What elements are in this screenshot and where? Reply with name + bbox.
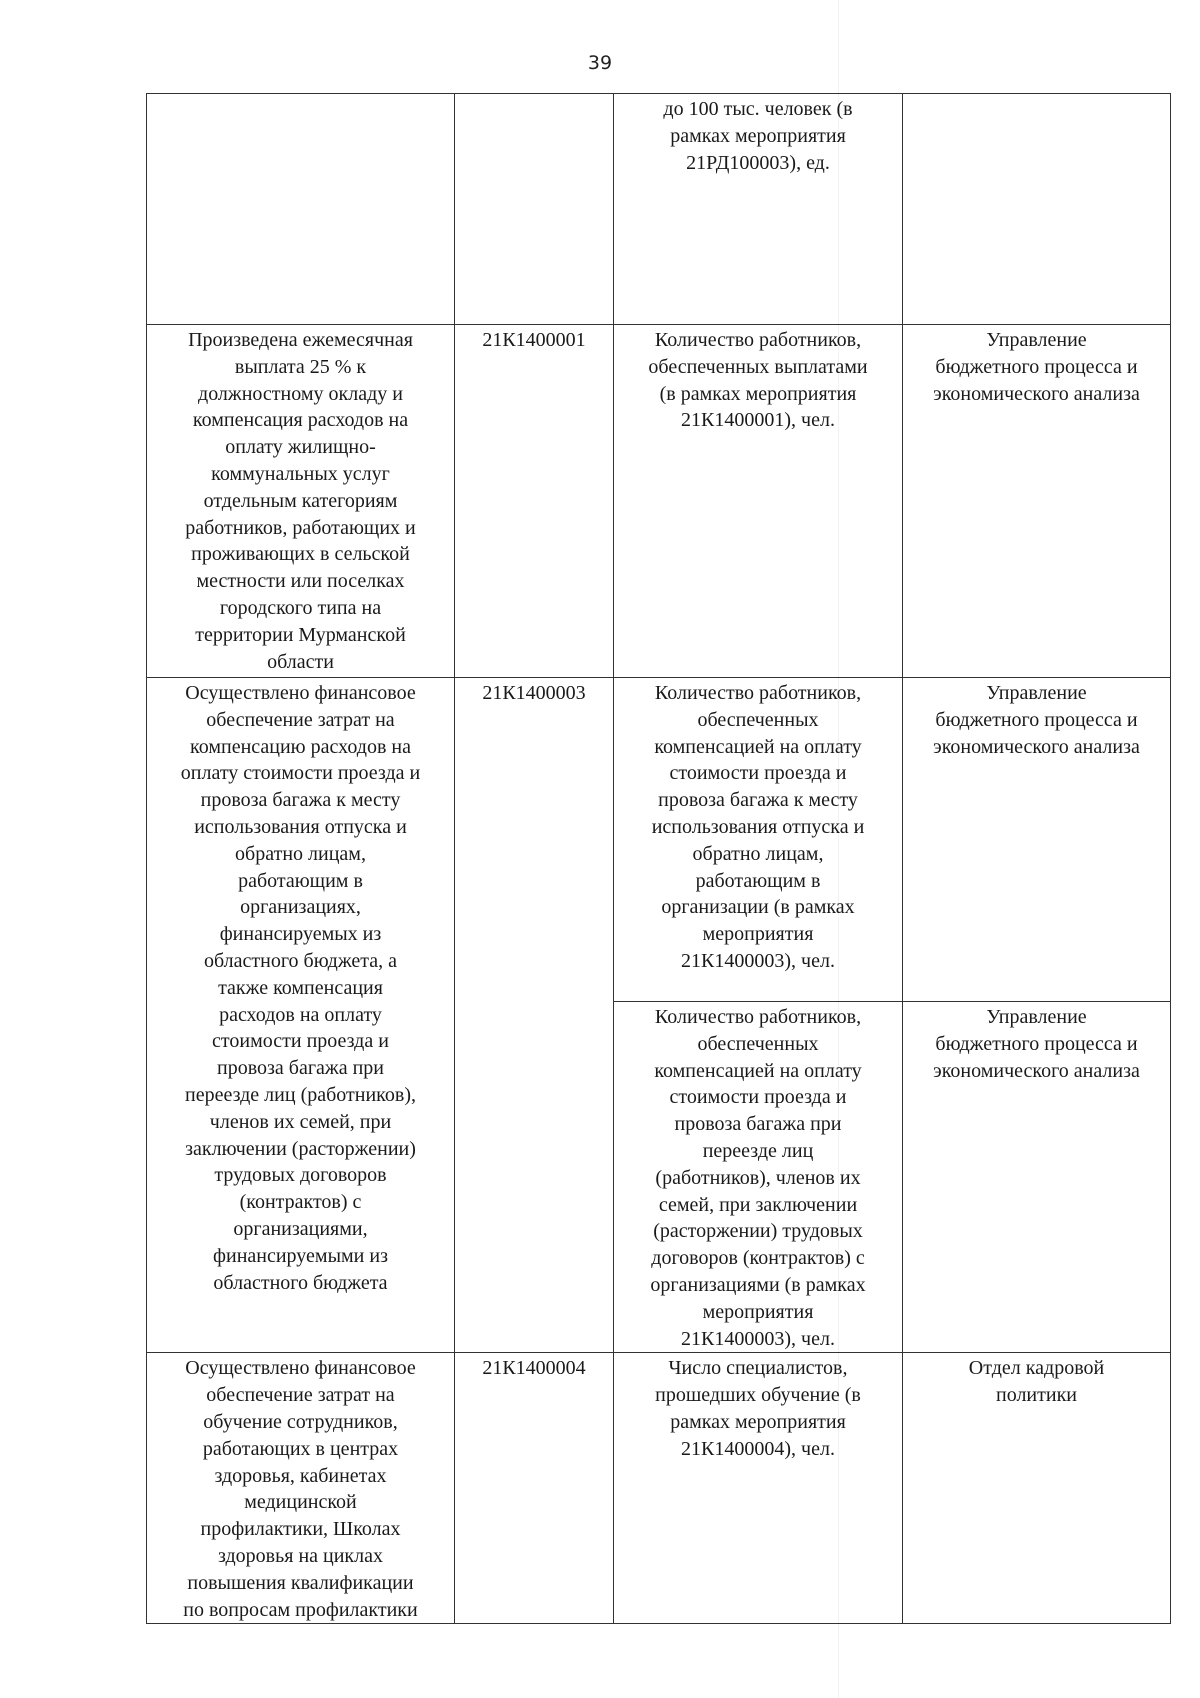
code-cell: 21К1400003: [455, 678, 614, 1353]
table-row: [147, 678, 1171, 1002]
page-number: 39: [587, 52, 613, 74]
responsible-cell: Отдел кадровой политики: [903, 1353, 1171, 1624]
responsible-cell: [903, 94, 1171, 325]
indicator-cell: Количество работников, обеспеченных компенсацией на оплату стоимости проезда и провоза багажа при переезде лиц (работников), членов их семей, при заключении (расторжении) трудовых договоров (контрактов) с организациями (в рамках мероприятия 21К1400003), чел.: [614, 1002, 903, 1353]
responsible-cell: Управление бюджетного процесса и экономического анализа: [903, 1002, 1171, 1353]
description-cell: Произведена ежемесячная выплата 25 % к должностному окладу и компенсация расходов на оплату жилищно- коммунальных услуг отдельным категориям работников, работающих и проживающих в сельской местности или поселках городского типа на территории Мурманской области: [147, 325, 455, 678]
description-cell: Осуществлено финансовое обеспечение затрат на обучение сотрудников, работающих в центрах здоровья, кабинетах медицинской профилактики, Школах здоровья на циклах повышения квалификации по вопросам профилактики: [147, 1353, 455, 1624]
indicator-cell: Число специалистов, прошедших обучение (в рамках мероприятия 21К1400004), чел.: [614, 1353, 903, 1624]
description-cell: Осуществлено финансовое обеспечение затрат на компенсацию расходов на оплату стоимости проезда и провоза багажа к месту использования отпуска и обратно лицам, работающим в организациях, финансируемых из областного бюджета, а также компенсация расходов на оплату стоимости проезда и провоза багажа при переезде лиц (работников), членов их семей, при заключении (расторжении) трудовых договоров (контрактов) с организациями, финансируемыми из областного бюджета: [147, 678, 455, 1353]
table-row: [147, 94, 1171, 325]
indicator-cell: Количество работников, обеспеченных компенсацией на оплату стоимости проезда и провоза багажа к месту использования отпуска и обратно лицам, работающим в организации (в рамках мероприятия 21К1400003), чел.: [614, 678, 903, 1002]
code-cell: [455, 94, 614, 325]
responsible-cell: Управление бюджетного процесса и экономического анализа: [903, 325, 1171, 678]
indicator-cell: до 100 тыс. человек (в рамках мероприятия 21РД100003), ед.: [614, 94, 903, 325]
table-row: [147, 1353, 1171, 1624]
code-cell: 21К1400001: [455, 325, 614, 678]
measures-table: [146, 93, 1171, 1624]
table-row: [147, 325, 1171, 678]
code-cell: 21К1400004: [455, 1353, 614, 1624]
description-cell: [147, 94, 455, 325]
indicator-cell: Количество работников, обеспеченных выплатами (в рамках мероприятия 21К1400001), чел.: [614, 325, 903, 678]
scan-artifact-line: [838, 0, 839, 1698]
responsible-cell: Управление бюджетного процесса и экономического анализа: [903, 678, 1171, 1002]
